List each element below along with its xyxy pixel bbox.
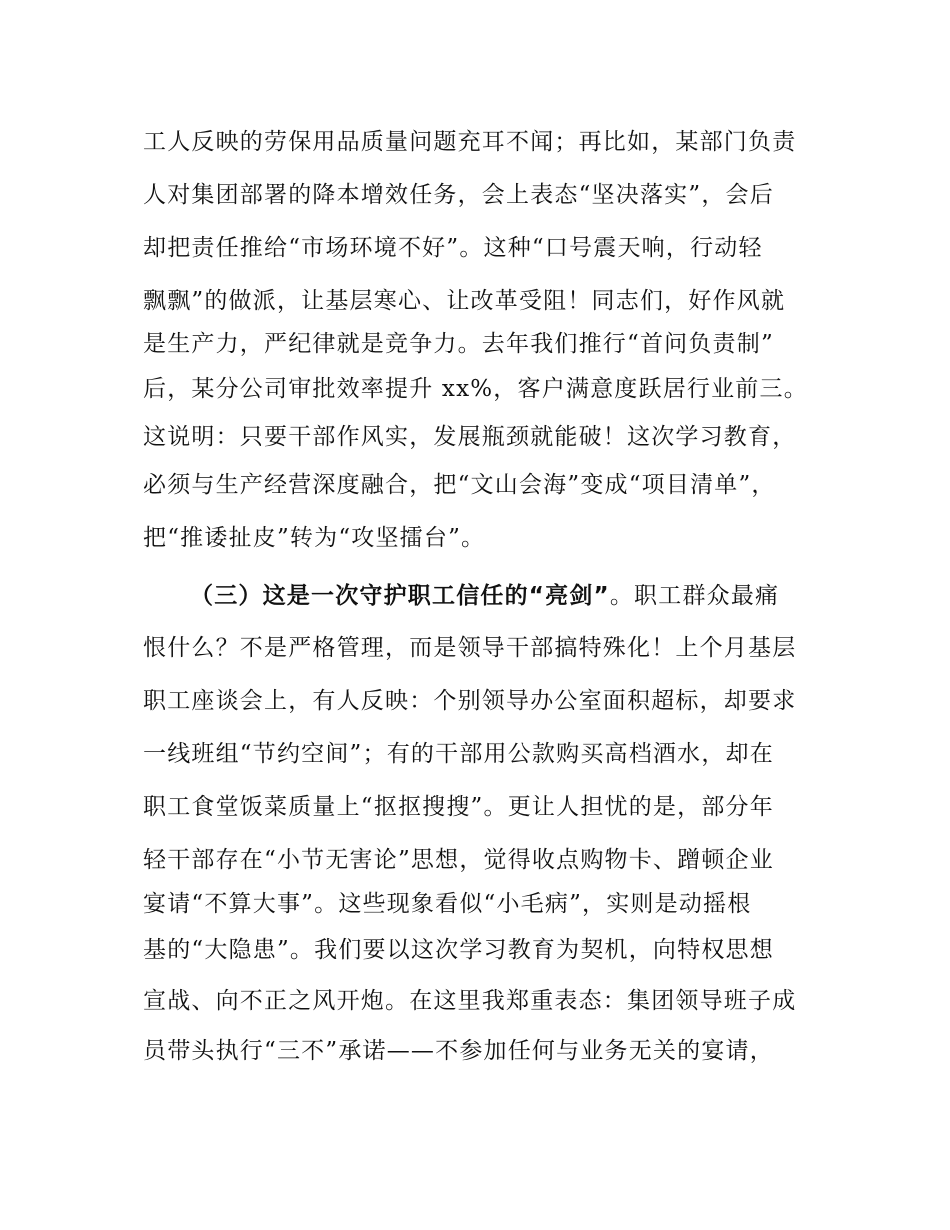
paragraph-2-line-2: 恨什么？不是严格管理，而是领导干部搞特殊化！上个月基层 [143,635,797,661]
paragraph-1-line-6: 后，某分公司审批效率提升 xx%，客户满意度跃居行业前三。 [143,376,808,402]
paragraph-1-line-1: 工人反映的劳保用品质量问题充耳不闻；再比如，某部门负责 [143,129,797,155]
paragraph-1-line-5: 是生产力，严纪律就是竞争力。去年我们推行“首问负责制” [143,331,774,357]
paragraph-1-line-8: 必须与生产经营深度融合，把“文山会海”变成“项目清单”， [143,472,776,498]
paragraph-2-line-10: 员带头执行“三不”承诺——不参加任何与业务无关的宴请， [143,1038,774,1064]
paragraph-1-line-4: 飘飘”的做派，让基层寒心、让改革受阻！同志们，好作风就 [143,288,786,314]
paragraph-1-line-2: 人对集团部署的降本增效任务，会上表态“坚决落实”，会后 [143,182,774,208]
paragraph-2-line-8: 基的“大隐患”。我们要以这次学习教育为契机，向特权思想 [143,937,774,963]
paragraph-2-line-4: 一线班组“节约空间”；有的干部用公款购买高档酒水，却在 [143,741,774,767]
paragraph-1-line-9: 把“推诿扯皮”转为“攻坚擂台”。 [143,525,486,551]
paragraph-2-line-3: 职工座谈会上，有人反映：个别领导办公室面积超标，却要求 [143,688,797,714]
paragraph-2-line-7: 宴请“不算大事”。这些现象看似“小毛病”，实则是动摇根 [143,891,752,917]
paragraph-1-line-7: 这说明：只要干部作风实，发展瓶颈就能破！这次学习教育， [143,424,797,450]
paragraph-2-line-5: 职工食堂饭菜质量上“抠抠搜搜”。更让人担忧的是，部分年 [143,794,774,820]
paragraph-2-line-9: 宣战、向不正之风开炮。在这里我郑重表态：集团领导班子成 [143,988,797,1014]
paragraph-2-first-line [190,581,779,611]
paragraph-2-line-6: 轻干部存在“小节无害论”思想，觉得收点购物卡、蹭顿企业 [143,847,774,873]
section-heading-continuation: 。职工群众最痛 [609,583,780,609]
paragraph-1-line-3: 却把责任推给“市场环境不好”。这种“口号震天响，行动轻 [143,235,763,261]
section-heading: （三）这是一次守护职工信任的“亮剑” [190,583,610,609]
